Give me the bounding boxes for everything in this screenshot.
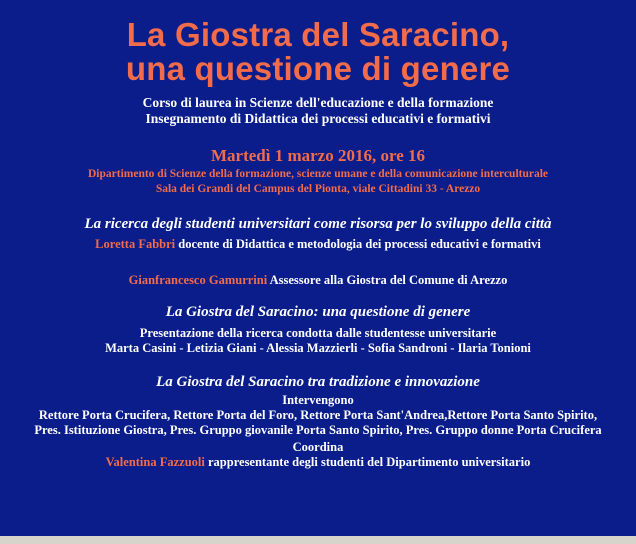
student-names: Marta Casini - Letizia Giani - Alessia Mazzierli - Sofia Sandroni - Ilaria Tonioni	[105, 341, 531, 355]
course-info	[0, 95, 636, 126]
speakers-list-1: Rettore Porta Crucifera, Rettore Porta del Foro, Rettore Porta Sant'Andrea,Rettore Porta Santo Spirito,	[38, 408, 598, 422]
section-research-title: La ricerca degli studenti universitari come risorsa per lo sviluppo della città	[84, 216, 552, 232]
research-presentation: Presentazione della ricerca condotta dalle studentesse universitarie	[139, 326, 497, 340]
poster-title	[0, 0, 636, 86]
coordinator-name: Valentina Fazzuoli	[105, 455, 205, 469]
section-tradition	[0, 373, 636, 470]
speaker-role: Assessore alla Giostra del Comune di Arezzo	[269, 273, 508, 287]
speaker-gamurrini	[0, 273, 636, 288]
section-research	[0, 215, 636, 252]
event-venue	[0, 167, 636, 196]
department-name: Dipartimento di Scienze della formazione, scienze umane e della comunicazione interculturale	[87, 168, 549, 180]
coordinator-role: rappresentante degli studenti del Dipartimento universitario	[208, 455, 531, 469]
title-line-2: una questione di genere	[125, 50, 511, 87]
section-tradition-title: La Giostra del Saracino tra tradizione e innovazione	[156, 374, 480, 390]
speakers-label: Intervengono	[282, 393, 354, 407]
speakers-list-2: Pres. Istituzione Giostra, Pres. Gruppo giovanile Porta Santo Spirito, Pres. Gruppo donne Porta Crucifera	[34, 423, 602, 437]
speaker-fabbri	[0, 237, 636, 252]
speaker-role: docente di Didattica e metodologia dei processi educativi e formativi	[178, 237, 541, 251]
event-date: Martedì 1 marzo 2016, ore 16	[210, 146, 425, 165]
speaker-name: Loretta Fabbri	[95, 237, 176, 251]
title-line-1: La Giostra del Saracino,	[126, 16, 510, 53]
venue-address: Sala dei Grandi del Campus del Pionta, viale Cittadini 33 - Arezzo	[155, 182, 481, 195]
bottom-border	[0, 536, 636, 544]
course-degree: Corso di laurea in Scienze dell'educazione e della formazione	[142, 95, 494, 110]
section-gender-title: La Giostra del Saracino: una questione di genere	[165, 304, 471, 320]
coordination-label: Coordina	[292, 440, 344, 454]
section-gender	[0, 303, 636, 356]
coordinator	[0, 455, 636, 470]
speaker-name: Gianfrancesco Gamurrini	[128, 273, 268, 287]
course-teaching: Insegnamento di Didattica dei processi educativi e formativi	[145, 110, 491, 126]
